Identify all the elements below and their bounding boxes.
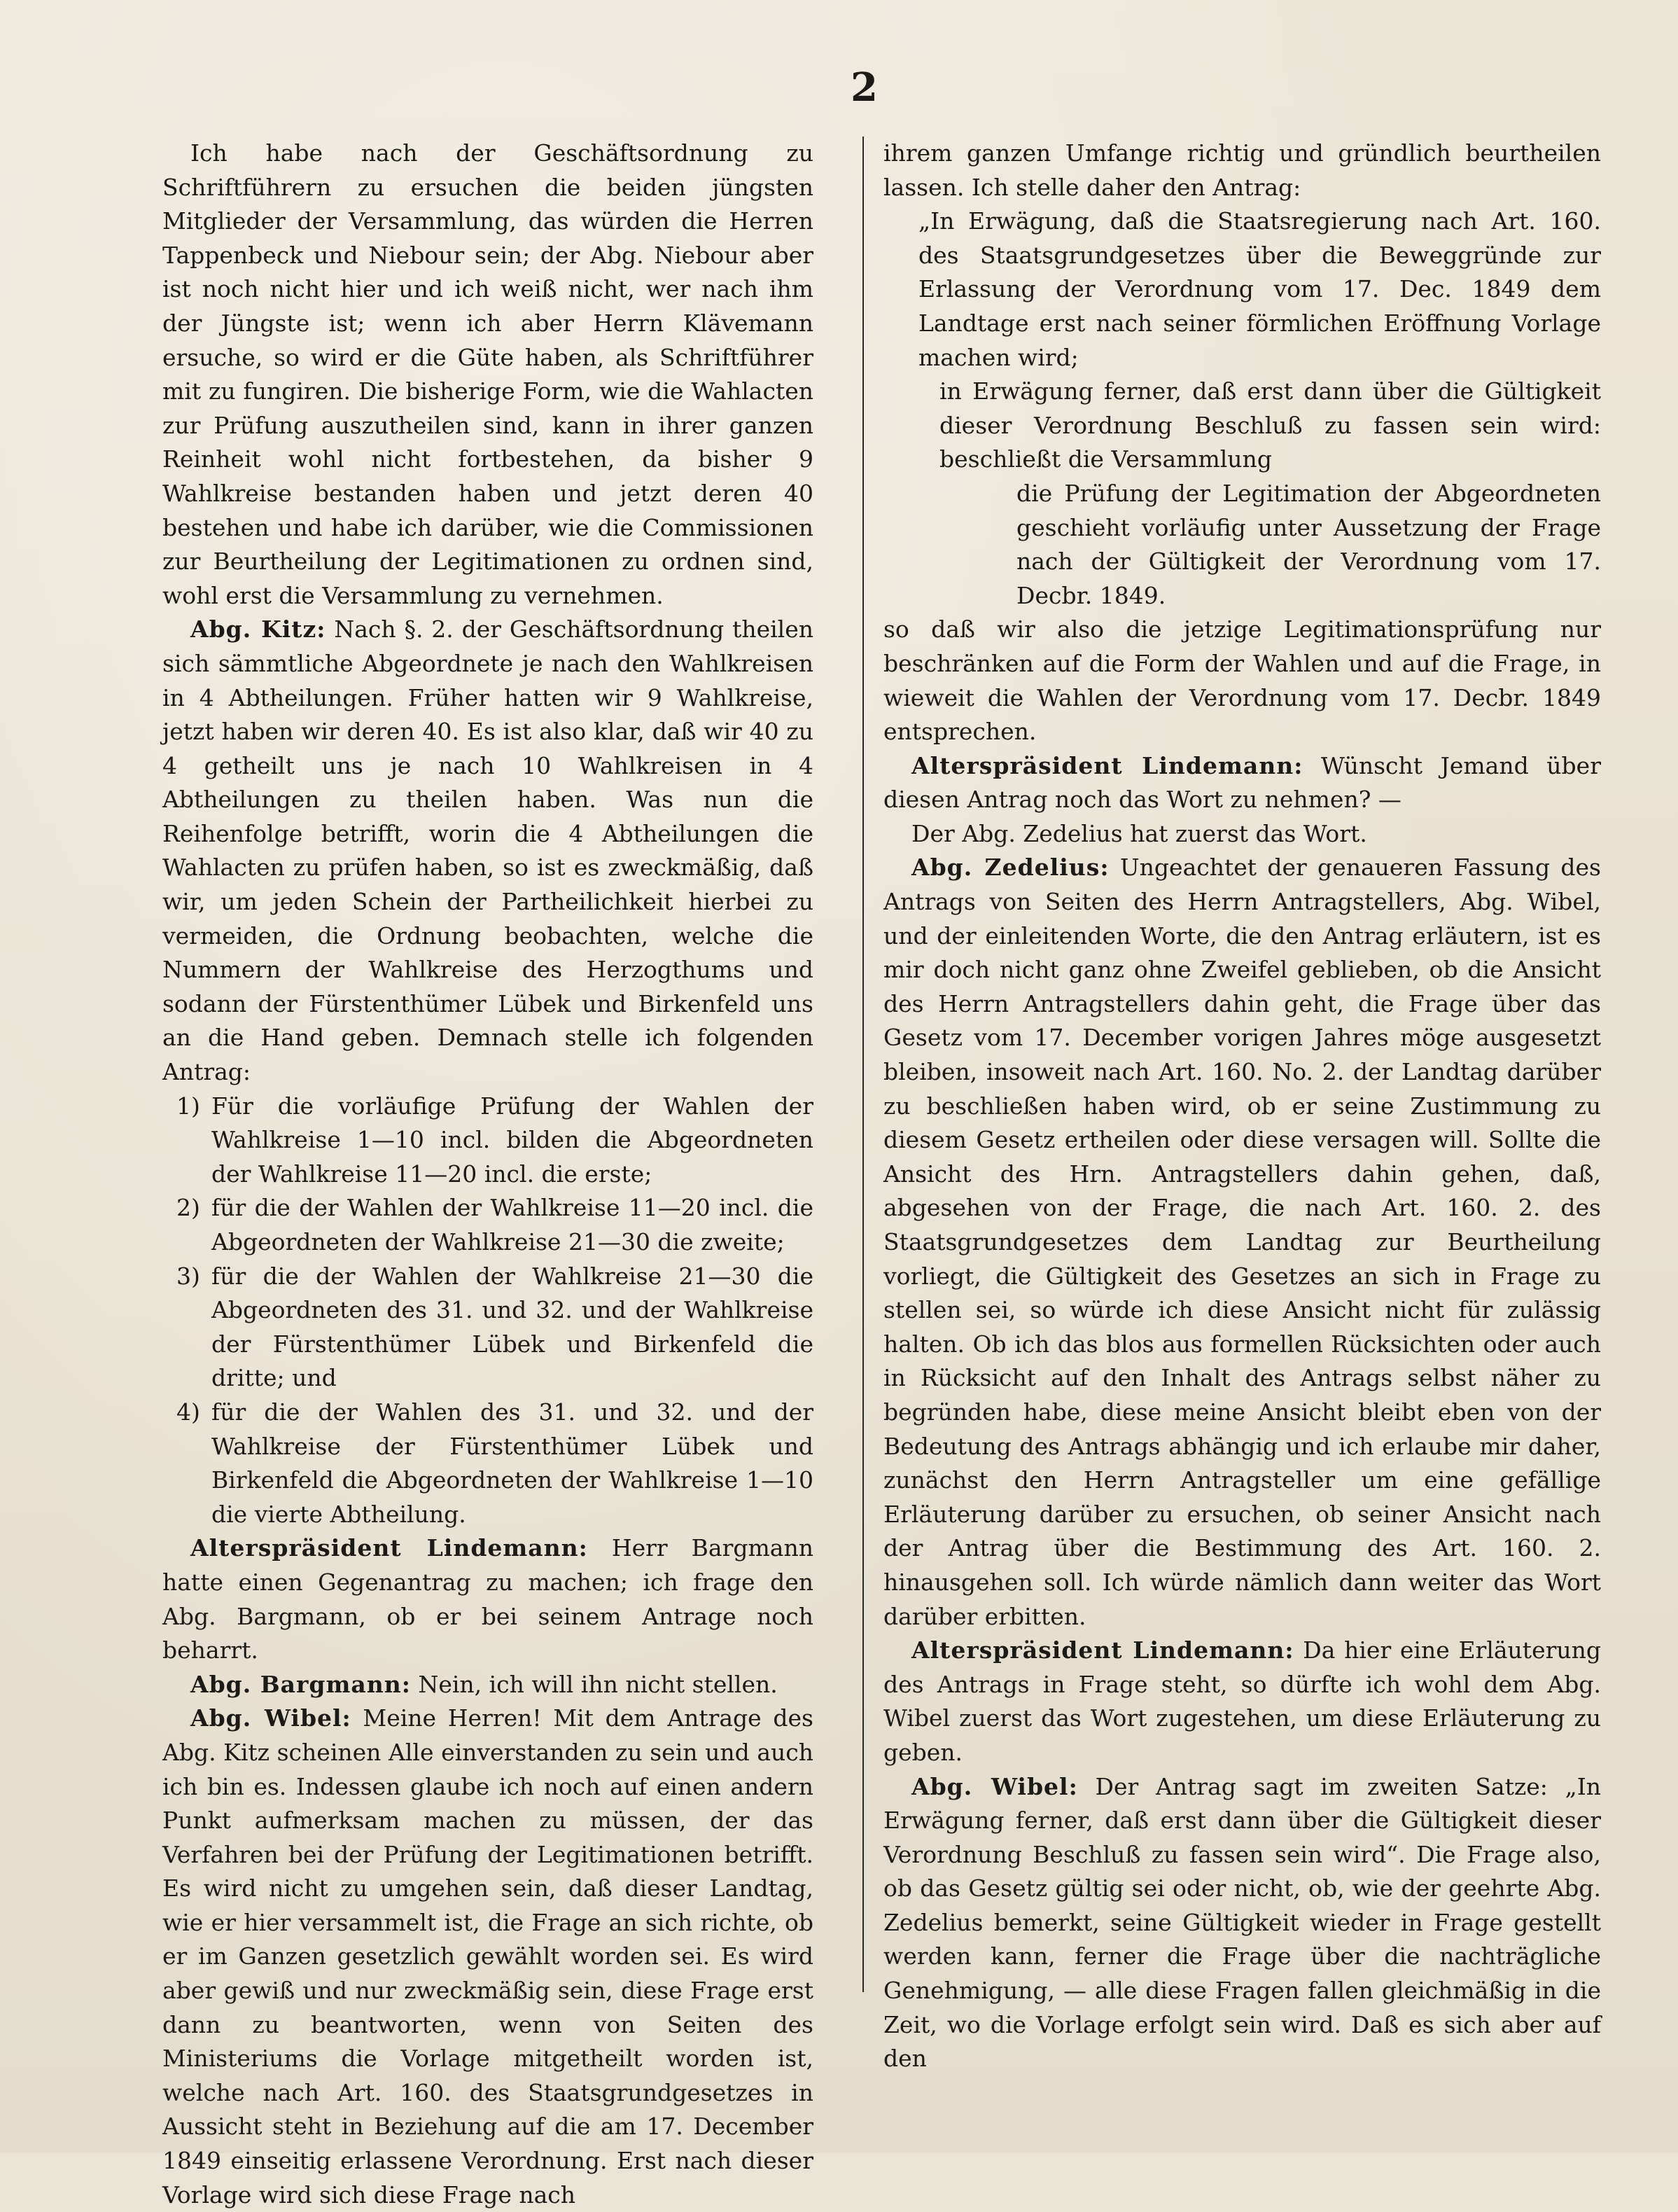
paragraph-kitz bbox=[162, 613, 813, 1089]
paragraph-presiding-remarks: Ich habe nach der Geschäftsordnung zu Schriftführern zu ersuchen die beiden jüngsten Mitglieder der Versammlung, das würden die Herren Tappenbeck und Niebour sein; der Abg. Niebour aber ist noch nicht hier und ich weiß nicht, wer nach ihm der Jüngste ist; wenn ich aber Herrn Klävemann ersuche, so wird er die Güte haben, als Schriftführer mit zu fungiren. Die bisherige Form, wie die Wahlacten zur Prüfung auszutheilen sind, kann in ihrer ganzen Reinheit wohl nicht fortbestehen, da bisher 9 Wahlkreise bestanden haben und jetzt deren 40 bestehen und habe ich darüber, wie die Commissionen zur Beurtheilung der Legitimationen zu ordnen sind, wohl erst die Versammlung zu vernehmen. bbox=[162, 139, 813, 609]
paragraph-bargmann bbox=[162, 1668, 813, 1702]
paragraph-wibel bbox=[883, 1770, 1601, 2076]
speech-text: Ungeachtet der genaueren Fassung des Antrags von Seiten des Herrn Antragstellers, Abg. Wibel, und der einleitenden Worte, die den Antrag erläutern, ist es mir doch nicht ganz ohne Zweifel geblieben, ob die Ansicht des Herrn Antragstellers dahin geht, die Frage über das Gesetz vom 17. December vorigen Jahres möge ausgesetzt bleiben, insoweit nach Art. 160. No. 2. der Landtag darüber zu beschließen haben wird, ob er seine Zustimmung zu diesem Gesetz ertheilen oder diese versagen will. Sollte die Ansicht des Hrn. Antragstellers dahin gehen, daß, abgesehen von der Frage, die nach Art. 160. 2. des Staatsgrundgesetzes dem Landtag zur Beurtheilung vorliegt, die Gültigkeit des Gesetzes an sich in Frage zu stellen sei, so würde ich diese Ansicht nicht für zulässig halten. Ob ich das blos aus formellen Rücksichten oder auch in Rücksicht auf den Inhalt des Antrags selbst näher zu begründen habe, diese meine Ansicht bleibt eben von der Bedeutung des Antrags abhängig und ich erlaube mir daher, zunächst den Herrn Antragsteller um eine gefällige Erläuterung darüber zu ersuchen, ob seiner Ansicht nach der Antrag über die Bestimmung des Art. 160. 2. hinausgehen soll. Ich würde nämlich dann weiter das Wort darüber erbitten. bbox=[883, 854, 1601, 1630]
paragraph-floor-given: Der Abg. Zedelius hat zuerst das Wort. bbox=[911, 819, 1367, 847]
right-column bbox=[883, 137, 1601, 2076]
list-number: 2) bbox=[176, 1194, 200, 1222]
speaker-label: Abg. Wibel: bbox=[190, 1704, 351, 1732]
list-number: 3) bbox=[176, 1262, 200, 1290]
speech-text: Meine Herren! Mit dem Antrage des Abg. Kitz scheinen Alle einverstanden zu sein und auch ich bin es. Indessen glaube ich noch auf einen andern Punkt aufmerksam machen zu müssen, der das Verfahren bei der Prüfung der Legitimationen betrifft. Es wird nicht zu umgehen sein, daß dieser Landtag, wie er hier versammelt ist, die Frage an sich richte, ob er im Ganzen gesetzlich gewählt worden sei. Es wird aber gewiß und nur zweckmäßig sein, diese Frage erst dann zu beantworten, wenn von Seiten des Ministeriums die Vorlage mitgetheilt worden ist, welche nach Art. 160. des Staatsgrundgesetzes in Aussicht steht in Beziehung auf die am 17. December 1849 einseitig erlassene Verordnung. Erst nach dieser Vorlage wird sich diese Frage nach bbox=[162, 1704, 813, 2208]
list-text: für die der Wahlen des 31. und 32. und der Wahlkreise der Fürstenthümer Lübek und Birkenfeld die Abgeordneten der Wahlkreise 1—10 die vierte Abtheilung. bbox=[211, 1398, 813, 1528]
speaker-label: Abg. Wibel: bbox=[911, 1772, 1078, 1800]
speaker-label: Abg. Zedelius: bbox=[911, 854, 1110, 882]
list-item bbox=[162, 1191, 813, 1259]
column-divider bbox=[862, 137, 864, 1992]
speaker-label: Alterspräsident Lindemann: bbox=[190, 1534, 588, 1562]
speech-text: Wünscht Jemand über diesen Antrag noch das Wort zu nehmen? — bbox=[883, 751, 1601, 814]
list-item bbox=[162, 1396, 813, 1531]
list-text: für die der Wahlen der Wahlkreise 11—20 incl. die Abgeordneten der Wahlkreise 21—30 die zweite; bbox=[211, 1194, 813, 1255]
list-item bbox=[162, 1090, 813, 1192]
page-number: 2 bbox=[851, 64, 878, 111]
list-number: 1) bbox=[176, 1092, 200, 1120]
speech-text: Nein, ich will ihn nicht stellen. bbox=[418, 1670, 778, 1698]
paragraph-continuation: ihrem ganzen Umfange richtig und gründlich beurtheilen lassen. Ich stelle daher den Antrag: bbox=[883, 139, 1601, 201]
speaker-label: Abg. Kitz: bbox=[190, 615, 326, 644]
paragraph-wibel bbox=[162, 1702, 813, 2212]
speech-text: Da hier eine Erläuterung des Antrags in Frage steht, so dürfte ich wohl dem Abg. Wibel zuerst das Wort zugestehen, um diese Erläuterung zu geben. bbox=[883, 1636, 1602, 1766]
quote-part: „In Erwägung, daß die Staatsregierung nach Art. 160. des Staatsgrundgesetzes über die Beweggründe zur Erlassung der Verordnung vom 17. Dec. 1849 dem Landtage erst nach seiner förmlichen Eröffnung Vorlage machen wird; bbox=[918, 207, 1601, 371]
paragraph-lindemann bbox=[162, 1531, 813, 1667]
list-text: Für die vorläufige Prüfung der Wahlen der Wahlkreise 1—10 incl. bilden die Abgeordneten der Wahlkreise 11—20 incl. die erste; bbox=[211, 1092, 813, 1188]
speech-text: Herr Bargmann hatte einen Gegenantrag zu machen; ich frage den Abg. Bargmann, ob er bei seinem Antrage noch beharrt. bbox=[162, 1534, 813, 1664]
speech-text: Nach §. 2. der Geschäftsordnung theilen sich sämmtliche Abgeordnete je nach den Wahlkreisen in 4 Abtheilungen. Früher hatten wir 9 Wahlkreise, jetzt haben wir deren 40. Es ist also klar, daß wir 40 zu 4 getheilt uns je nach 10 Wahlkreisen in 4 Abtheilungen zu theilen haben. Was nun die Reihenfolge betrifft, worin die 4 Abtheilungen die Wahlacten zu prüfen haben, so ist es zweckmäßig, daß wir, um jeden Schein der Partheilichkeit hierbei zu vermeiden, die Ordnung beobachten, welche die Nummern der Wahlkreise des Herzogthums und sodann der Fürstenthümer Lübek und Birkenfeld uns an die Hand geben. Demnach stelle ich folgenden Antrag: bbox=[162, 615, 813, 1086]
speech-text: Der Antrag sagt im zweiten Satze: „In Erwägung ferner, daß erst dann über die Gültigkeit dieser Verordnung Beschluß zu fassen sein wird“. Die Frage also, ob das Gesetz gültig sei oder nicht, ob, wie der geehrte Abg. Zedelius bemerkt, seine Gültigkeit wieder in Frage gestellt werden kann, ferner die Frage über die nachträgliche Genehmigung, — alle diese Fragen fallen gleichmäßig in die Zeit, wo die Vorlage erfolgt sein wird. Daß es sich aber auf den bbox=[883, 1772, 1601, 2073]
quote-part: in Erwägung ferner, daß erst dann über die Gültigkeit dieser Verordnung Beschluß zu fassen sein wird: beschließt die Versammlung bbox=[939, 377, 1601, 473]
list-text: für die der Wahlen der Wahlkreise 21—30 die Abgeordneten des 31. und 32. und der Wahlkreise der Fürstenthümer Lübek und Birkenfeld die dritte; und bbox=[211, 1262, 813, 1392]
quote-part: die Prüfung der Legitimation der Abgeordneten geschieht vorläufig unter Aussetzung der Frage nach der Gültigkeit der Verordnung vom 17. Decbr. 1849. bbox=[1016, 479, 1601, 609]
speaker-label: Abg. Bargmann: bbox=[190, 1670, 411, 1698]
list-number: 4) bbox=[176, 1398, 200, 1426]
paragraph-lindemann bbox=[883, 749, 1601, 817]
list-item bbox=[162, 1260, 813, 1396]
paragraph-motion-tail: so daß wir also die jetzige Legitimationsprüfung nur beschränken auf die Form der Wahlen und auf die Frage, in wieweit die Wahlen der Verordnung vom 17. Decbr. 1849 entsprechen. bbox=[883, 615, 1601, 746]
paragraph-zedelius bbox=[883, 851, 1601, 1634]
motion-list bbox=[162, 1090, 813, 1532]
speaker-label: Alterspräsident Lindemann: bbox=[911, 1636, 1294, 1664]
speaker-label: Alterspräsident Lindemann: bbox=[911, 751, 1303, 779]
paragraph-lindemann bbox=[883, 1634, 1601, 1769]
motion-quote bbox=[883, 204, 1601, 613]
left-column bbox=[162, 137, 813, 2212]
